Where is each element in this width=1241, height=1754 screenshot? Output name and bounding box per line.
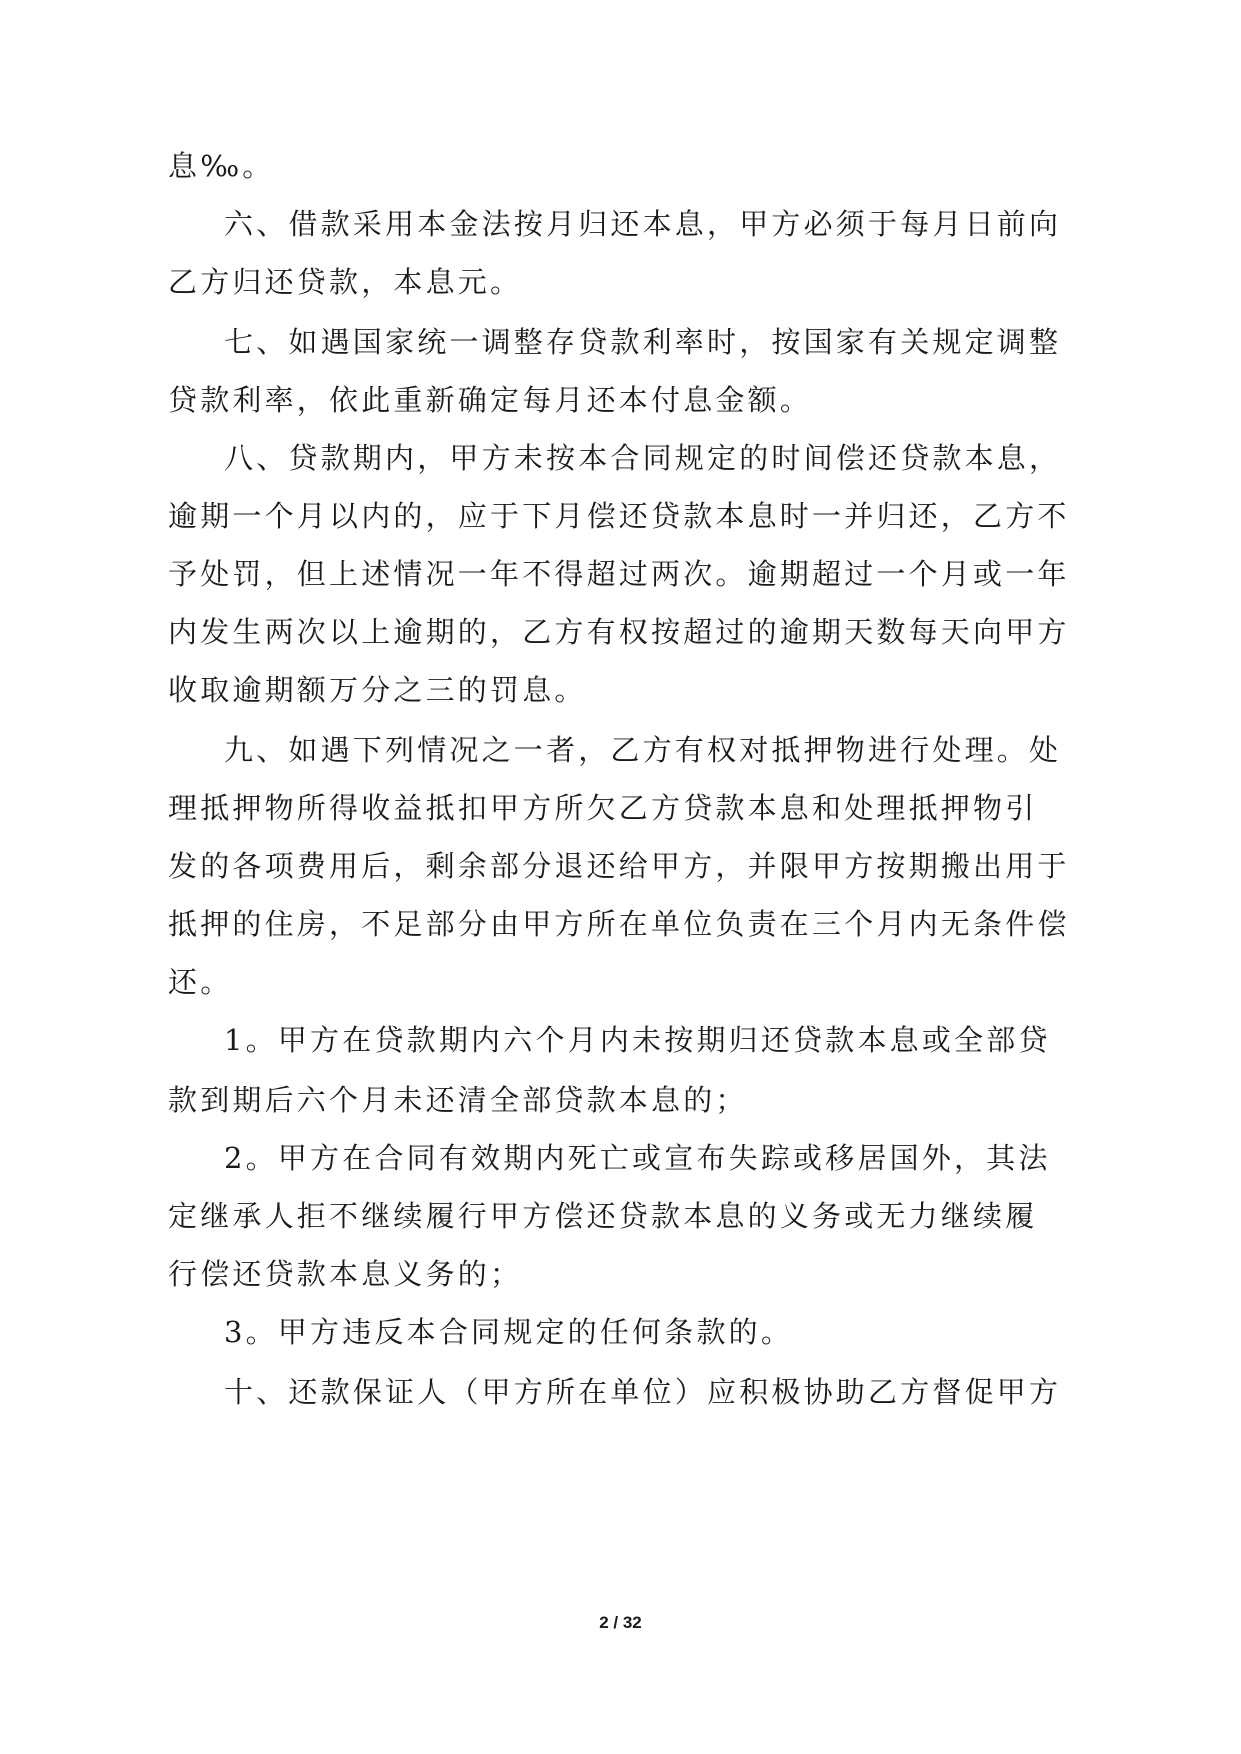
text-line-16: 1。甲方在贷款期内六个月内未按期归还贷款本息或全部贷 bbox=[224, 1023, 1051, 1057]
text-line-3: 乙方归还贷款，本息元。 bbox=[168, 265, 523, 299]
text-line-7: 逾期一个月以内的，应于下月偿还贷款本息时一并归还，乙方不 bbox=[168, 499, 1070, 533]
text-line-6: 八、贷款期内，甲方未按本合同规定的时间偿还贷款本息， bbox=[224, 441, 1062, 475]
text-line-4: 七、如遇国家统一调整存贷款利率时，按国家有关规定调整 bbox=[224, 325, 1062, 359]
text-line-2: 六、借款采用本金法按月归还本息，甲方必须于每月日前向 bbox=[224, 207, 1062, 241]
text-line-11: 九、如遇下列情况之一者，乙方有权对抵押物进行处理。处 bbox=[224, 733, 1062, 767]
text-line-21: 3。甲方违反本合同规定的任何条款的。 bbox=[224, 1315, 794, 1349]
text-line-14: 抵押的住房，不足部分由甲方所在单位负责在三个月内无条件偿 bbox=[168, 907, 1070, 941]
text-line-1: 息‰。 bbox=[168, 149, 275, 183]
page-number: 2 / 32 bbox=[599, 1613, 642, 1632]
text-line-19: 定继承人拒不继续履行甲方偿还贷款本息的义务或无力继续履 bbox=[168, 1199, 1038, 1233]
text-line-18: 2。甲方在合同有效期内死亡或宣布失踪或移居国外，其法 bbox=[224, 1141, 1051, 1175]
text-line-15: 还。 bbox=[168, 965, 233, 999]
text-line-17: 款到期后六个月未还清全部贷款本息的； bbox=[168, 1083, 748, 1117]
text-line-10: 收取逾期额万分之三的罚息。 bbox=[168, 673, 587, 707]
text-line-13: 发的各项费用后，剩余部分退还给甲方，并限甲方按期搬出用于 bbox=[168, 849, 1070, 883]
text-line-20: 行偿还贷款本息义务的； bbox=[168, 1257, 523, 1291]
text-line-12: 理抵押物所得收益抵扣甲方所欠乙方贷款本息和处理抵押物引 bbox=[168, 791, 1038, 825]
text-line-5: 贷款利率，依此重新确定每月还本付息金额。 bbox=[168, 383, 813, 417]
text-line-22: 十、还款保证人（甲方所在单位）应积极协助乙方督促甲方 bbox=[224, 1375, 1062, 1409]
text-line-9: 内发生两次以上逾期的，乙方有权按超过的逾期天数每天向甲方 bbox=[168, 615, 1070, 649]
text-line-8: 予处罚，但上述情况一年不得超过两次。逾期超过一个月或一年 bbox=[168, 557, 1070, 591]
